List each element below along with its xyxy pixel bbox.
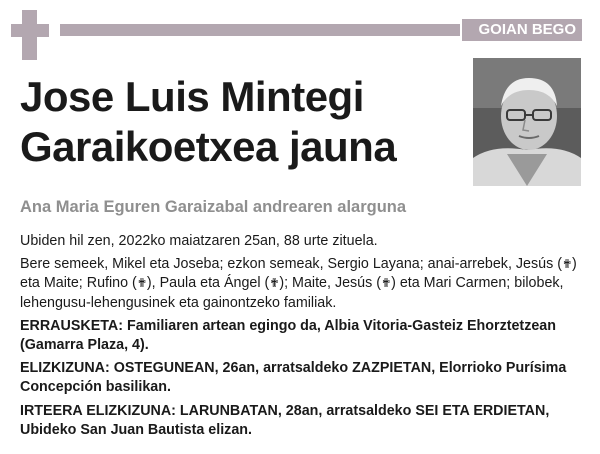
newspaper-section-label: GOIAN BEGO — [462, 19, 582, 41]
cross-icon: ✟ — [269, 276, 280, 291]
cross-icon-bar — [11, 24, 49, 37]
name-line-2: Garaikoetxea jauna — [20, 123, 397, 170]
subtitle-widow-of: Ana Maria Eguren Garaizabal andrearen alarguna — [20, 198, 407, 216]
cross-icon: ✟ — [381, 276, 392, 291]
obituary-body — [20, 232, 588, 444]
portrait-illustration — [473, 58, 581, 186]
cross-icon: ✟ — [561, 257, 573, 272]
name-line-1: Jose Luis Mintegi — [20, 73, 364, 120]
family-paragraph — [20, 255, 588, 313]
deceased-name — [20, 72, 460, 172]
cross-icon: ✟ — [136, 276, 147, 291]
death-paragraph: Ubiden hil zen, 2022ko maiatzaren 25an, 88 urte zituela. — [20, 233, 378, 249]
header-bar — [60, 24, 460, 36]
family-text: ), Paula eta Ángel ( — [146, 275, 270, 292]
return-funeral-paragraph: IRTEERA ELIZKIZUNA: LARUNBATAN, 28an, arratsaldeko SEI ETA ERDIETAN, Ubideko San Juan Bautista elizan. — [20, 402, 550, 438]
cremation-paragraph: ERRAUSKETA: Familiaren artean egingo da, Albia Vitoria-Gasteiz Ehorztetzean (Gamarra Plaza, 4). — [20, 317, 556, 354]
family-text: ); Maite, Jesús ( — [279, 275, 382, 292]
funeral-paragraph: ELIZKIZUNA: OSTEGUNEAN, 26an, arratsaldeko ZAZPIETAN, Elorrioko Purísima Concepción basilikan. — [20, 360, 567, 396]
family-text: ) eta Mari Carmen; bilobek, lehengusu-lehengusinek eta gainontzeko familiak. — [20, 275, 564, 311]
family-text: Bere semeek, Mikel eta Joseba; ezkon semeak, Sergio Layana; anai-arrebek, Jesús ( — [20, 256, 562, 273]
family-text: ) eta Maite; Rufino ( — [20, 256, 577, 292]
portrait-photo — [473, 58, 581, 186]
